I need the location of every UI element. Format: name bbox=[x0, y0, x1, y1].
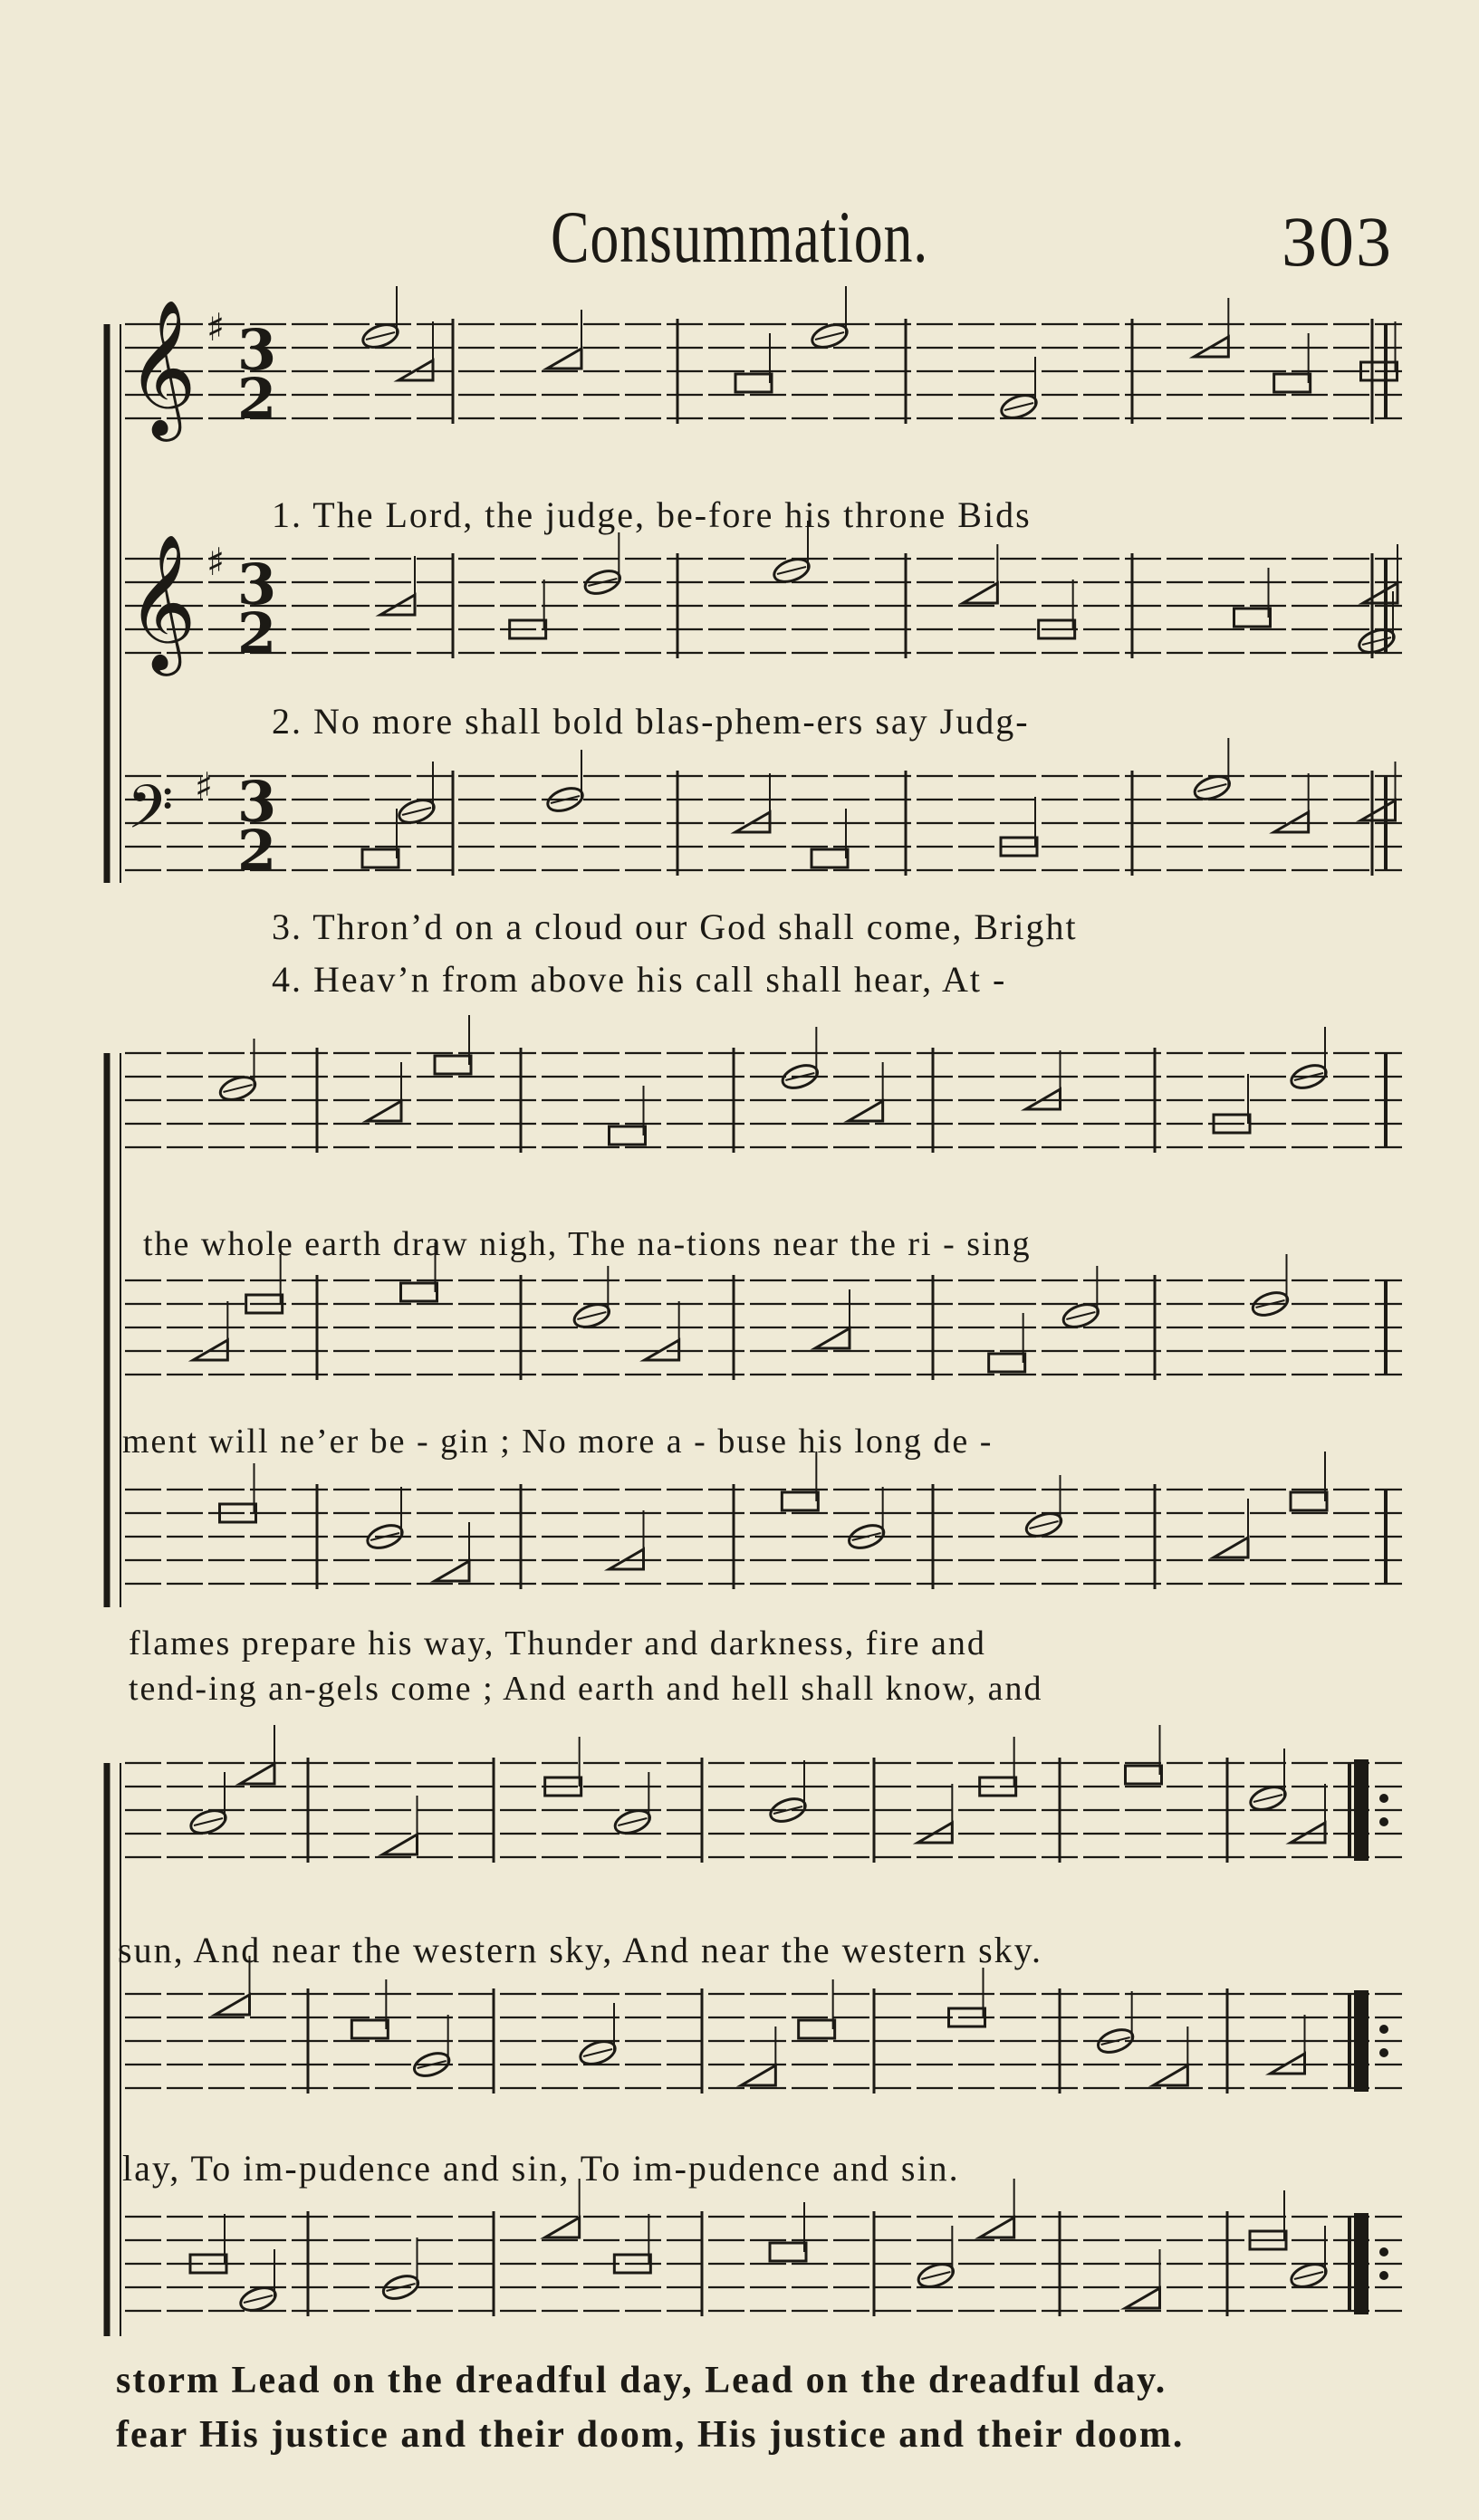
note-shape-mark bbox=[618, 1818, 647, 1825]
lyric-verse-1-line-1: 1. The Lord, the judge, be-fore his throne Bids bbox=[272, 494, 1032, 535]
treble-clef: 𝄞 bbox=[127, 298, 197, 436]
note-shape-mark bbox=[1253, 1795, 1282, 1802]
page-number: 303 bbox=[1282, 202, 1393, 281]
bass-clef: 𝄢 bbox=[127, 772, 174, 857]
repeat-dot bbox=[1379, 1794, 1388, 1803]
note-shape-mark bbox=[1030, 1521, 1059, 1528]
note-head bbox=[610, 1126, 646, 1145]
page-title: Consummation. bbox=[550, 196, 929, 278]
note-head bbox=[735, 374, 772, 392]
treble-clef: 𝄞 bbox=[127, 532, 197, 670]
note-head bbox=[351, 2020, 388, 2038]
lyric-verse-2-line-2: ment will ne’er be - gin ; No more a - buse his long de - bbox=[122, 1423, 994, 1461]
final-double-barline bbox=[1354, 1759, 1369, 1861]
note-shape-mark bbox=[1004, 403, 1033, 410]
note-shape-mark bbox=[815, 332, 844, 340]
note-shape-mark bbox=[777, 567, 806, 574]
final-double-barline bbox=[1354, 1990, 1369, 2092]
note-head bbox=[362, 849, 399, 867]
repeat-dot bbox=[1379, 1817, 1388, 1826]
note-head bbox=[812, 849, 848, 867]
final-double-barline bbox=[1354, 2213, 1369, 2314]
note-head bbox=[367, 1101, 401, 1121]
note-shape-mark bbox=[366, 332, 395, 340]
repeat-dot bbox=[1379, 2271, 1388, 2280]
note-shape-mark bbox=[194, 1818, 223, 1825]
repeat-dot bbox=[1379, 2048, 1388, 2057]
note-head bbox=[1274, 374, 1311, 392]
note-head bbox=[770, 2243, 806, 2261]
note-head bbox=[963, 583, 997, 603]
note-head bbox=[849, 1101, 883, 1121]
note-shape-mark bbox=[402, 808, 431, 815]
note-shape-mark bbox=[577, 1312, 606, 1319]
note-head bbox=[1126, 1766, 1162, 1784]
note-shape-mark bbox=[1066, 1312, 1095, 1319]
sharp-sign: ♯ bbox=[206, 540, 226, 584]
note-head bbox=[401, 1283, 437, 1301]
note-head bbox=[782, 1492, 818, 1510]
note-head bbox=[1361, 800, 1396, 820]
lyric-verse-3-line-3: storm Lead on the dreadful day, Lead on the dreadful day. bbox=[116, 2360, 1167, 2401]
lyric-verse-4-line-2: tend-ing an-gels come ; And earth and hell shall know, and bbox=[129, 1670, 1043, 1708]
lyric-verse-4-line-3: fear His justice and their doom, His justice and their doom. bbox=[116, 2414, 1185, 2456]
sharp-sign: ♯ bbox=[206, 305, 226, 350]
lyric-verse-1-line-2: the whole earth draw nigh, The na-tions near the ri - sing bbox=[143, 1225, 1032, 1263]
time-signature-bottom: 2 bbox=[237, 366, 277, 432]
lyric-verse-3-line-1: 3. Thron’d on a cloud our God shall come, Bright bbox=[272, 906, 1078, 947]
note-head bbox=[741, 2065, 775, 2085]
time-signature-bottom: 2 bbox=[237, 818, 277, 884]
lyric-verse-2-line-3: lay, To im-pudence and sin, To im-pudence and sin. bbox=[122, 2148, 960, 2189]
note-head bbox=[240, 1764, 274, 1784]
repeat-dot bbox=[1379, 2247, 1388, 2257]
note-head bbox=[1234, 608, 1271, 627]
note-head bbox=[435, 1056, 471, 1074]
note-head bbox=[989, 1354, 1025, 1372]
lyric-verse-1-line-3: sun, And near the western sky, And near the western sky. bbox=[118, 1930, 1043, 1970]
note-head bbox=[547, 349, 581, 369]
note-head bbox=[1126, 2288, 1160, 2308]
note-head bbox=[545, 2218, 580, 2237]
repeat-dot bbox=[1379, 2025, 1388, 2034]
lyric-verse-3-line-2: flames prepare his way, Thunder and darkness, fire and bbox=[129, 1624, 986, 1662]
lyric-verse-2-line-1: 2. No more shall bold blas-phem-ers say Judg- bbox=[272, 701, 1030, 742]
sharp-sign: ♯ bbox=[195, 764, 214, 809]
note-shape-mark bbox=[583, 2049, 612, 2056]
note-head bbox=[383, 1835, 418, 1854]
note-head bbox=[1291, 1492, 1327, 1510]
note-shape-mark bbox=[244, 2295, 273, 2303]
time-signature-bottom: 2 bbox=[237, 600, 277, 666]
note-shape-mark bbox=[1294, 2272, 1323, 2279]
note-head bbox=[815, 1328, 850, 1348]
note-head bbox=[799, 2020, 835, 2038]
lyric-verse-4-line-1: 4. Heav’n from above his call shall hear, At - bbox=[272, 959, 1007, 1000]
note-head bbox=[216, 1995, 250, 2015]
note-head bbox=[1214, 1538, 1248, 1557]
note-shape-mark bbox=[1197, 784, 1226, 791]
note-head bbox=[1153, 2065, 1187, 2085]
note-shape-mark bbox=[224, 1085, 253, 1092]
time-signature-top: 3 bbox=[237, 769, 277, 835]
note-head bbox=[980, 2218, 1014, 2237]
time-signature-top: 3 bbox=[237, 551, 277, 618]
time-signature-top: 3 bbox=[237, 317, 277, 383]
note-shape-mark bbox=[921, 2272, 950, 2279]
note-head bbox=[435, 1561, 469, 1581]
